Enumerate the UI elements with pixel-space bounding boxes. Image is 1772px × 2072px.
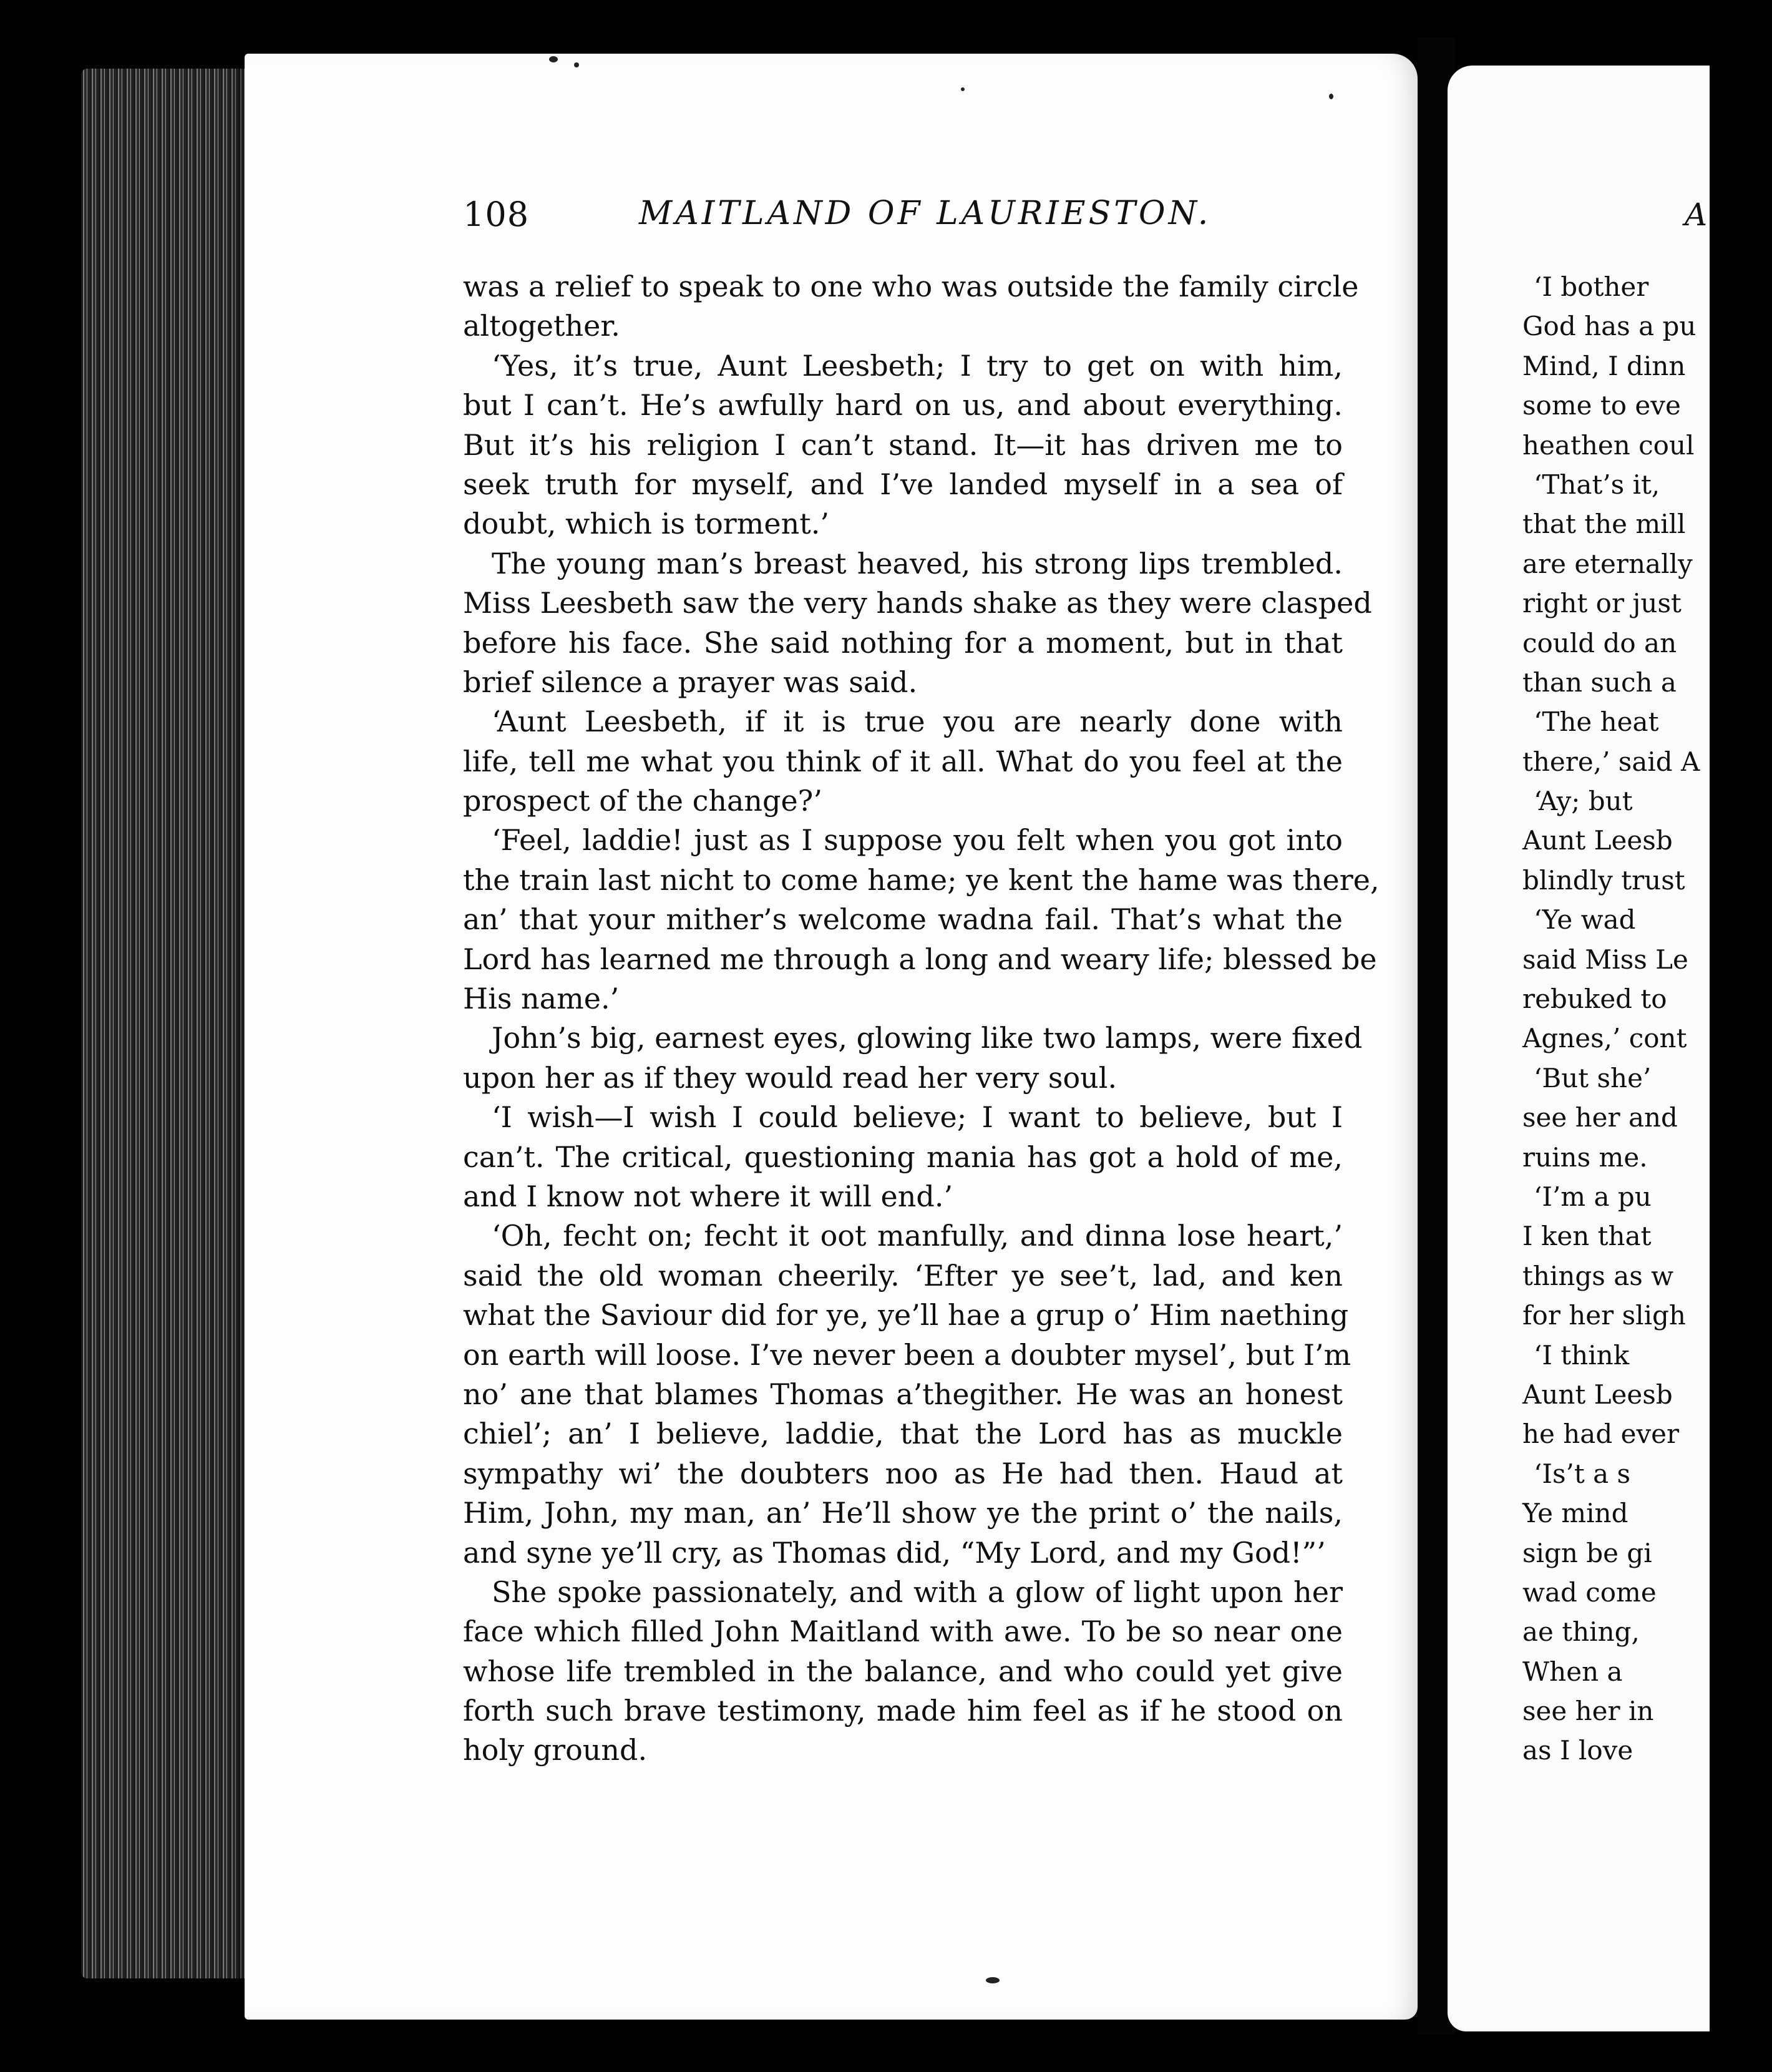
- text-line: was a relief to speak to one who was outside the family circle: [463, 270, 1359, 303]
- text-line: whose life trembled in the balance, and who could yet give: [463, 1654, 1343, 1688]
- dust-speck: [1329, 94, 1333, 99]
- text-line: Miss Leesbeth saw the very hands shake as they were clasped: [463, 586, 1372, 620]
- facing-page-text: [1522, 267, 1772, 1771]
- facing-text-line: I ken that: [1522, 1221, 1652, 1252]
- text-line: Him, John, my man, an’ He’ll show ye the print o’ the nails,: [463, 1496, 1343, 1530]
- text-line: ‘Oh, fecht on; fecht it oot manfully, and dinna lose heart,’: [492, 1219, 1343, 1253]
- dust-speck: [574, 62, 579, 67]
- facing-text-line: When a: [1522, 1656, 1623, 1687]
- text-line: Lord has learned me through a long and weary life; blessed be: [463, 942, 1377, 976]
- facing-text-line: ‘Is’t a s: [1534, 1458, 1631, 1489]
- page-edges: [81, 69, 256, 1978]
- facing-text-line: ‘I bother: [1534, 271, 1649, 302]
- text-line: and syne ye’ll cry, as Thomas did, “My Lord, and my God!”’: [463, 1535, 1326, 1570]
- text-line: before his face. She said nothing for a moment, but in that: [463, 625, 1343, 660]
- facing-text-line: ‘But she’: [1534, 1062, 1652, 1093]
- facing-text-line: than such a: [1522, 667, 1677, 698]
- text-line: and I know not where it will end.’: [463, 1179, 953, 1213]
- text-line: ‘I wish—I wish I could believe; I want to believe, but I: [492, 1100, 1343, 1135]
- text-line: life, tell me what you think of it all. What do you feel at the: [463, 744, 1343, 778]
- facing-text-line: see her and: [1522, 1102, 1678, 1133]
- text-line: She spoke passionately, and with a glow of light upon her: [492, 1575, 1343, 1609]
- text-line: forth such brave testimony, made him feel as if he stood on: [463, 1694, 1343, 1728]
- text-line: on earth will loose. I’ve never been a doubter mysel’, but I’m: [463, 1337, 1351, 1372]
- facing-text-line: that the mill: [1522, 509, 1686, 540]
- text-line: doubt, which is torment.’: [463, 507, 829, 541]
- facing-text-line: ‘The heat: [1534, 706, 1659, 738]
- facing-text-line: Aunt Leesb: [1522, 825, 1673, 856]
- text-line: chiel’; an’ I believe, laddie, that the Lord has as muckle: [463, 1417, 1343, 1451]
- facing-text-line: blindly trust: [1522, 864, 1685, 896]
- facing-text-line: heathen coul: [1522, 429, 1695, 461]
- text-line: face which filled John Maitland with awe. To be so near one: [463, 1615, 1343, 1649]
- facing-text-line: Mind, I dinn: [1522, 350, 1686, 381]
- facing-text-line: as I love: [1522, 1735, 1633, 1766]
- text-line: seek truth for myself, and I’ve landed myself in a sea of: [463, 467, 1343, 501]
- text-line: ‘Yes, it’s true, Aunt Leesbeth; I try to get on with him,: [492, 348, 1343, 383]
- facing-text-line: Ye mind: [1522, 1498, 1628, 1529]
- facing-text-line: Aunt Leesb: [1522, 1379, 1673, 1410]
- text-line: But it’s his religion I can’t stand. It—it has driven me to: [463, 428, 1343, 462]
- facing-running-head: A: [1685, 197, 1708, 233]
- text-line: altogether.: [463, 309, 620, 343]
- running-head: MAITLAND OF LAURIESTON.: [639, 195, 1212, 232]
- facing-text-line: ae thing,: [1522, 1616, 1640, 1648]
- facing-text-line: ‘I think: [1534, 1339, 1630, 1371]
- text-line: holy ground.: [463, 1733, 648, 1767]
- facing-text-line: Agnes,’ cont: [1522, 1023, 1687, 1054]
- text-line: can’t. The critical, questioning mania has got a hold of me,: [463, 1140, 1343, 1174]
- facing-text-line: rebuked to: [1522, 984, 1667, 1015]
- facing-text-line: said Miss Le: [1522, 944, 1688, 975]
- text-line: sympathy wi’ the doubters noo as He had then. Haud at: [463, 1456, 1343, 1490]
- text-line: no’ ane that blames Thomas a’thegither. He was an honest: [463, 1377, 1343, 1411]
- facing-text-line: sign be gi: [1522, 1537, 1652, 1568]
- text-line: an’ that your mither’s welcome wadna fail. That’s what the: [463, 902, 1343, 937]
- dust-speck: [961, 87, 965, 91]
- facing-text-line: see her in: [1522, 1696, 1654, 1727]
- text-line: John’s big, earnest eyes, glowing like two lamps, were fixed: [492, 1021, 1363, 1055]
- facing-text-line: ‘Ay; but: [1534, 786, 1633, 817]
- text-line: ‘Feel, laddie! just as I suppose you felt when you got into: [492, 823, 1343, 858]
- facing-text-line: for her sligh: [1522, 1300, 1686, 1331]
- facing-text-line: things as w: [1522, 1260, 1674, 1291]
- facing-text-line: could do an: [1522, 627, 1677, 658]
- text-line: ‘Aunt Leesbeth, if it is true you are nearly done with: [492, 705, 1343, 739]
- facing-text-line: ‘That’s it,: [1534, 469, 1660, 500]
- text-line: The young man’s breast heaved, his strong lips trembled.: [492, 546, 1343, 580]
- facing-text-line: he had ever: [1522, 1419, 1680, 1450]
- text-line: prospect of the change?’: [463, 784, 822, 818]
- facing-text-line: ‘Ye wad: [1534, 904, 1636, 936]
- text-line: the train last nicht to come hame; ye kent the hame was there,: [463, 863, 1380, 897]
- facing-text-line: are eternally: [1522, 548, 1693, 579]
- text-line: brief silence a prayer was said.: [463, 665, 918, 699]
- text-line: upon her as if they would read her very soul.: [463, 1060, 1117, 1095]
- facing-text-line: ruins me.: [1522, 1141, 1648, 1173]
- text-line: His name.’: [463, 982, 620, 1016]
- body-text: [463, 267, 1380, 1771]
- facing-text-line: there,’ said A: [1522, 746, 1700, 777]
- facing-text-line: right or just: [1522, 588, 1682, 619]
- dust-speck: [986, 1977, 1000, 1983]
- facing-text-line: ‘I’m a pu: [1534, 1181, 1652, 1212]
- page-number: 108: [463, 195, 530, 234]
- dust-speck: [549, 56, 558, 62]
- facing-text-line: some to eve: [1522, 390, 1681, 421]
- text-line: said the old woman cheerily. ‘Efter ye see’t, lad, and ken: [463, 1258, 1343, 1293]
- text-line: but I can’t. He’s awfully hard on us, and about everything.: [463, 388, 1343, 423]
- facing-text-line: God has a pu: [1522, 311, 1697, 342]
- facing-text-line: wad come: [1522, 1576, 1657, 1608]
- page-header: [463, 195, 1212, 238]
- text-line: what the Saviour did for ye, ye’ll hae a grup o’ Him naething: [463, 1298, 1349, 1332]
